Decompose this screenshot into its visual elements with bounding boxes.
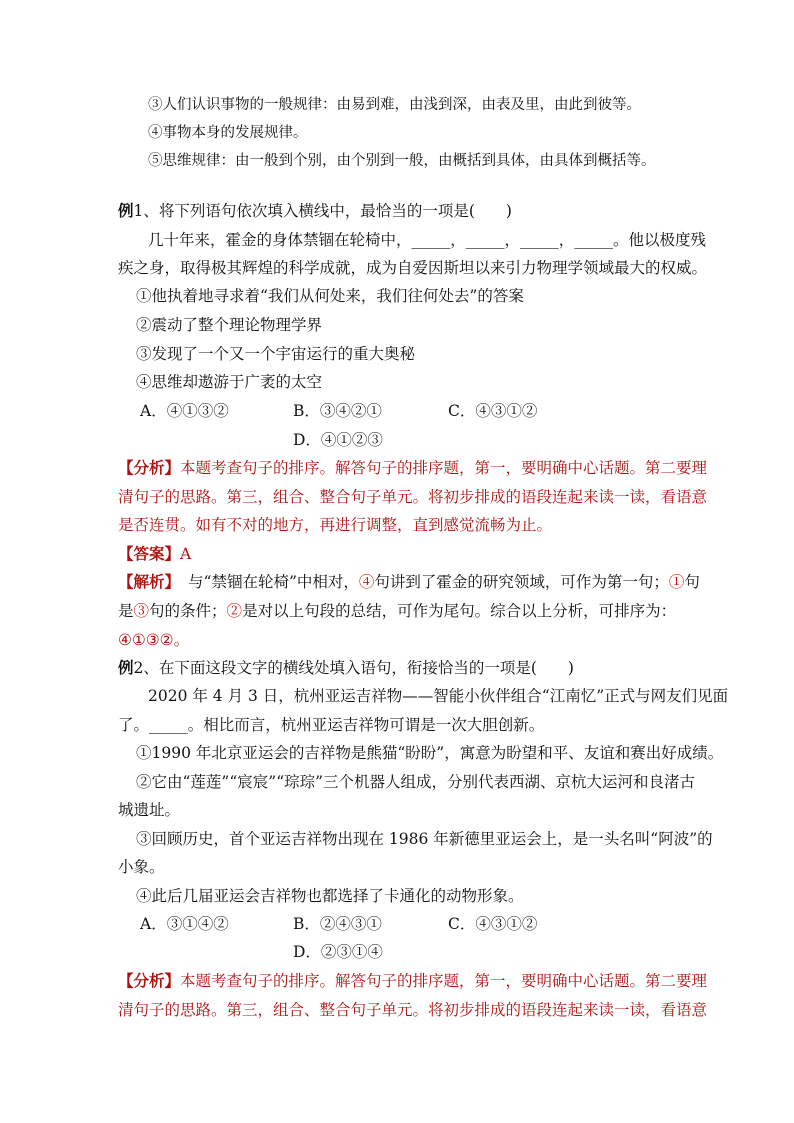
example2-question: 2、在下面这段文字的横线处填入语句，衔接恰当的一项是( ) — [133, 659, 574, 677]
example1-item-3: ③发现了一个又一个宇宙运行的重大奥秘 — [136, 345, 416, 363]
analysis-label-2: 【分析】 — [118, 971, 181, 990]
explain-text-d: 是 — [118, 602, 134, 620]
example2-option-a: A．③①④② — [140, 915, 229, 933]
rule-3: ③人们认识事物的一般规律：由易到难，由浅到深，由表及里，由此到彼等。 — [148, 97, 641, 113]
explain-circle-1: ① — [668, 573, 685, 591]
example2-passage-line2: 了。_____。相比而言，杭州亚运吉祥物可谓是一次大胆创新。 — [118, 716, 545, 734]
example2-option-b: B．②④③① — [293, 915, 382, 933]
explain-text-f: 是对以上句段的总结，可作为尾句。综合以上分析，可排序为： — [242, 602, 677, 620]
explain-circle-2: ② — [226, 602, 243, 620]
example1-analysis-line2: 清句子的思路。第三，组合、整合句子单元。将初步排成的语段连起来读一读，看语意 — [118, 488, 708, 506]
example1-prefix: 例 — [118, 201, 134, 220]
example2-analysis-line1 — [118, 971, 707, 991]
example1-passage-line2: 疾之身，取得极其辉煌的科学成就，成为自爱因斯坦以来引力物理学领域最大的权威。 — [118, 259, 708, 277]
example2-item-2-line2: 城遗址。 — [118, 801, 181, 819]
example1-question: 1、将下列语句依次填入横线中，最恰当的一项是( ) — [133, 202, 512, 220]
example1-item-4: ④思维却遨游于广袤的太空 — [136, 373, 323, 391]
explain-label: 【解析】 — [118, 572, 181, 591]
example1-option-d: D．④①②③ — [293, 431, 383, 449]
example1-option-a: A．④①③② — [140, 402, 229, 420]
explain-circle-3: ③ — [133, 602, 150, 620]
explain-text-e: 句的条件； — [149, 602, 227, 620]
answer-value: A — [180, 545, 192, 563]
example1-option-b: B．③④②① — [293, 402, 382, 420]
example1-passage-line1: 几十年来，霍金的身体禁锢在轮椅中，_____，_____，_____，_____。他以极度残 — [148, 231, 707, 249]
example2-option-d: D．②③①④ — [293, 943, 383, 961]
explain-text-b: 句讲到了霍金的研究领域，可作为第一句； — [374, 573, 669, 591]
answer-label: 【答案】 — [118, 544, 181, 563]
example1-option-c: C．④③①② — [448, 402, 538, 420]
example1-item-2: ②震动了整个理论物理学界 — [136, 316, 323, 334]
example2-title — [118, 658, 574, 678]
example1-analysis-line3: 是否连贯。如有不对的地方，再进行调整，直到感觉流畅为止。 — [118, 516, 553, 534]
explain-text-c: 句 — [684, 573, 700, 591]
example2-item-1: ①1990 年北京亚运会的吉祥物是熊猫“盼盼”，寓意为盼望和平、友谊和赛出好成绩。 — [136, 744, 724, 762]
example2-item-4: ④此后几届亚运会吉祥物也都选择了卡通化的动物形象。 — [136, 887, 524, 905]
example1-explain-line1 — [118, 572, 700, 592]
example2-option-c: C．④③①② — [448, 915, 538, 933]
analysis-text-2: 本题考查句子的排序。解答句子的排序题，第一，要明确中心话题。第二要理 — [180, 972, 708, 990]
analysis-text: 本题考查句子的排序。解答句子的排序题，第一，要明确中心话题。第二要理 — [180, 459, 708, 477]
example2-analysis-line2: 清句子的思路。第三，组合、整合句子单元。将初步排成的语段连起来读一读，看语意 — [118, 1001, 708, 1019]
example1-title — [118, 201, 512, 221]
rule-4: ④事物本身的发展规律。 — [148, 125, 308, 141]
example1-answer — [118, 544, 191, 564]
example2-item-3-line1: ③回顾历史，首个亚运吉祥物出现在 1986 年新德里亚运会上，是一头名叫“阿波”的 — [136, 830, 713, 848]
rule-5: ⑤思维规律：由一般到个别，由个别到一般，由概括到具体，由具体到概括等。 — [148, 153, 656, 169]
example2-item-2-line1: ②它由“莲莲”“宸宸”“琮琮”三个机器人组成，分别代表西湖、京杭大运河和良渚古 — [136, 773, 696, 791]
example2-prefix: 例 — [118, 658, 134, 677]
analysis-label: 【分析】 — [118, 458, 181, 477]
explain-circle-4: ④ — [358, 573, 375, 591]
example1-explain-line3: ④①③②。 — [118, 631, 190, 649]
example1-analysis-line1 — [118, 458, 707, 478]
explain-text-a: 与“禁锢在轮椅”中相对， — [188, 573, 359, 591]
example2-item-3-line2: 小象。 — [118, 858, 165, 876]
example1-item-1: ①他执着地寻求着“我们从何处来，我们往何处去”的答案 — [136, 287, 524, 305]
example2-passage-line1: 2020 年 4 月 3 日，杭州亚运吉祥物——智能小伙伴组合“江南忆”正式与网友们见面 — [148, 687, 729, 705]
example1-explain-line2 — [118, 601, 676, 621]
